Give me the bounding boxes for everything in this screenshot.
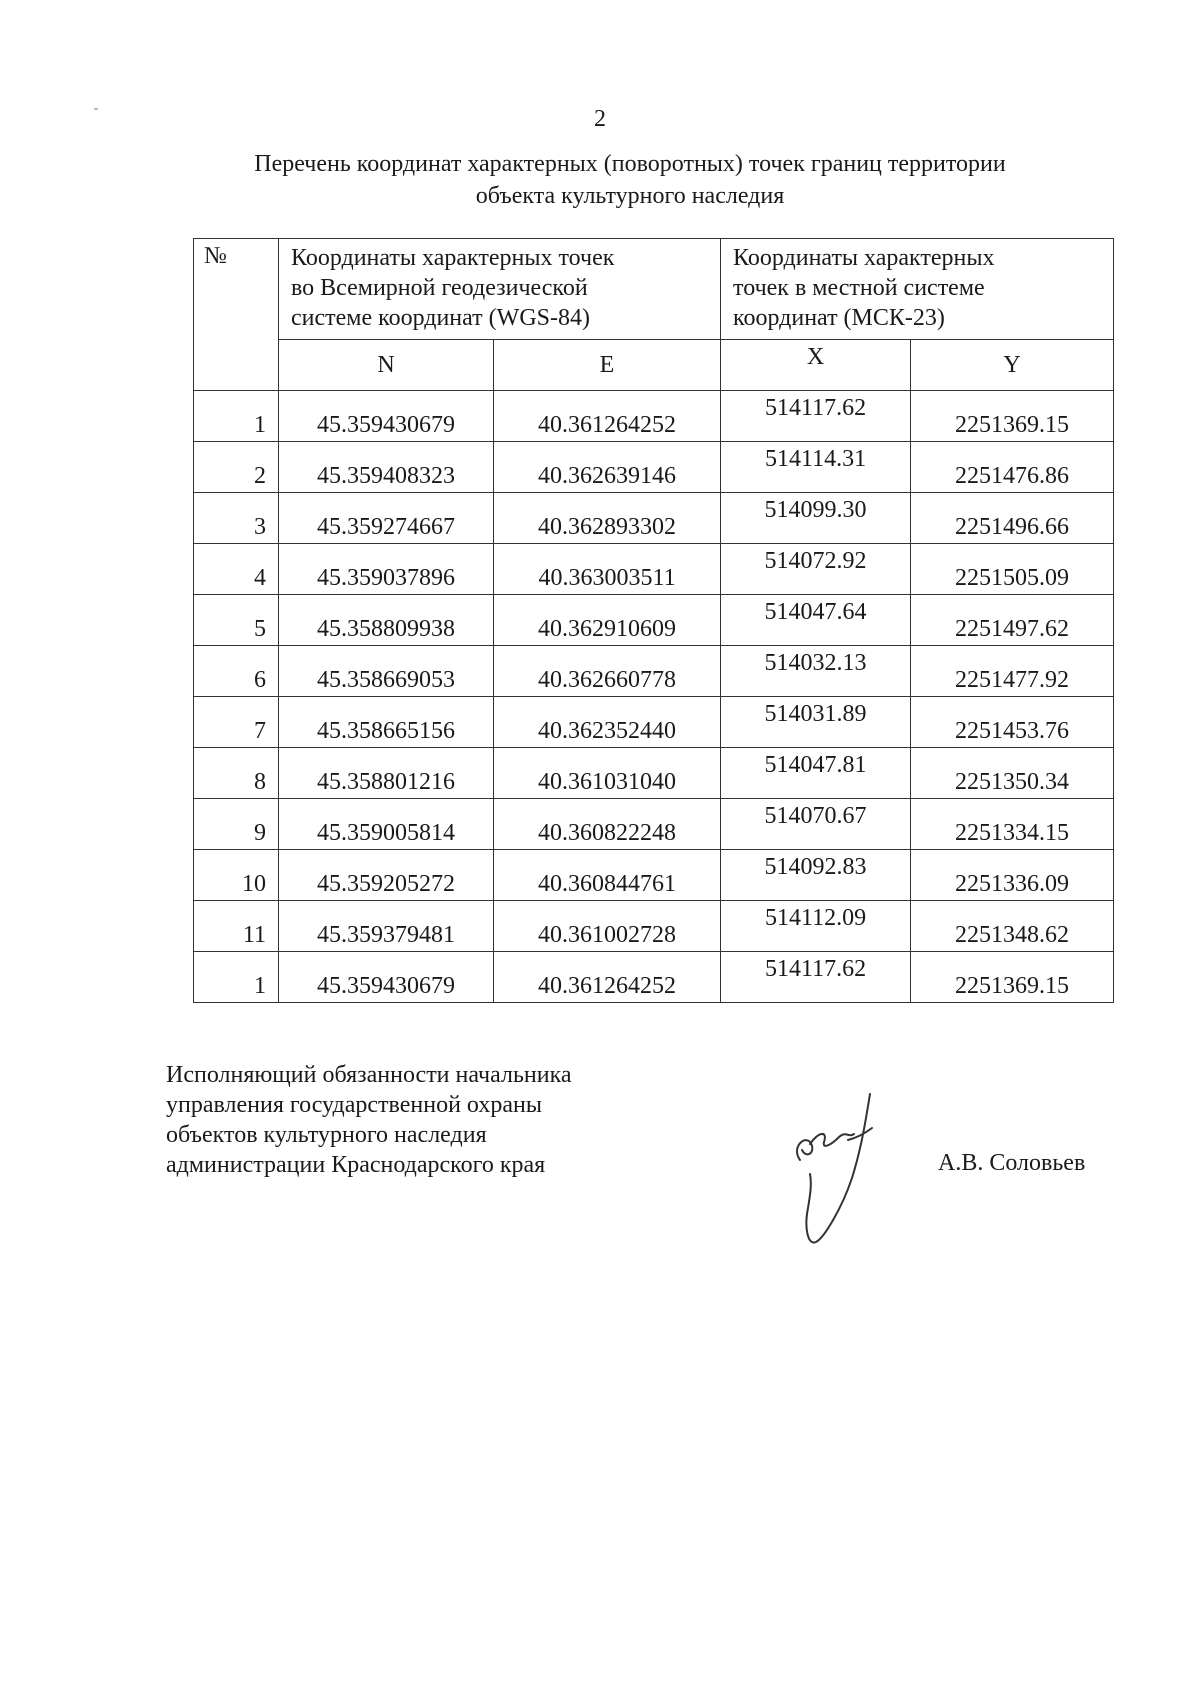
table-row — [194, 901, 1114, 952]
longitude-e: 40.361264252 — [494, 952, 721, 1003]
local-y: 2251348.62 — [911, 901, 1114, 952]
coordinates-table — [193, 238, 1114, 1003]
latitude-n: 45.358669053 — [279, 646, 494, 697]
header-line: точек в местной системе — [733, 275, 985, 301]
table-row — [194, 544, 1114, 595]
header-line: Координаты характерных — [733, 245, 995, 271]
column-header-n: N — [279, 340, 494, 391]
local-x: 514047.81 — [721, 748, 911, 799]
point-number: 10 — [194, 850, 279, 901]
table-header-row — [194, 239, 1114, 340]
longitude-e: 40.360822248 — [494, 799, 721, 850]
local-y: 2251496.66 — [911, 493, 1114, 544]
longitude-e: 40.362639146 — [494, 442, 721, 493]
column-header-e: E — [494, 340, 721, 391]
document-title-line: Перечень координат характерных (поворотных) точек границ территории — [254, 151, 1006, 177]
local-x: 514031.89 — [721, 697, 911, 748]
point-number: 11 — [194, 901, 279, 952]
handwritten-signature — [778, 1088, 898, 1248]
point-number: 1 — [194, 952, 279, 1003]
longitude-e: 40.362893302 — [494, 493, 721, 544]
local-y: 2251477.92 — [911, 646, 1114, 697]
latitude-n: 45.359274667 — [279, 493, 494, 544]
longitude-e: 40.362660778 — [494, 646, 721, 697]
signatory-name: А.В. Соловьев — [938, 1150, 1086, 1176]
local-x: 514117.62 — [721, 391, 911, 442]
local-y: 2251476.86 — [911, 442, 1114, 493]
longitude-e: 40.361264252 — [494, 391, 721, 442]
column-group-msk23 — [721, 239, 1114, 340]
table-row — [194, 493, 1114, 544]
local-y: 2251453.76 — [911, 697, 1114, 748]
local-x: 514032.13 — [721, 646, 911, 697]
latitude-n: 45.359005814 — [279, 799, 494, 850]
header-line: координат (МСК-23) — [733, 305, 945, 331]
signatory-position-line: управления государственной охраны — [166, 1092, 542, 1118]
point-number: 4 — [194, 544, 279, 595]
latitude-n: 45.358809938 — [279, 595, 494, 646]
table-row — [194, 646, 1114, 697]
longitude-e: 40.362910609 — [494, 595, 721, 646]
latitude-n: 45.359430679 — [279, 391, 494, 442]
column-group-wgs84 — [279, 239, 721, 340]
table-row — [194, 799, 1114, 850]
local-y: 2251497.62 — [911, 595, 1114, 646]
page-number: 2 — [594, 106, 606, 132]
local-y: 2251505.09 — [911, 544, 1114, 595]
local-y: 2251369.15 — [911, 952, 1114, 1003]
longitude-e: 40.363003511 — [494, 544, 721, 595]
local-x: 514114.31 — [721, 442, 911, 493]
signatory-position — [166, 1060, 572, 1180]
point-number: 3 — [194, 493, 279, 544]
point-number: 6 — [194, 646, 279, 697]
local-x: 514070.67 — [721, 799, 911, 850]
point-number: 5 — [194, 595, 279, 646]
longitude-e: 40.360844761 — [494, 850, 721, 901]
table-row — [194, 391, 1114, 442]
local-x: 514092.83 — [721, 850, 911, 901]
document-title — [150, 148, 1110, 212]
local-y: 2251336.09 — [911, 850, 1114, 901]
header-line: системе координат (WGS-84) — [291, 305, 590, 331]
column-header-y: Y — [911, 340, 1114, 391]
local-x: 514047.64 — [721, 595, 911, 646]
header-line: Координаты характерных точек — [291, 245, 615, 271]
table-row — [194, 748, 1114, 799]
table-row — [194, 442, 1114, 493]
local-y: 2251369.15 — [911, 391, 1114, 442]
column-header-x: X — [721, 340, 911, 391]
point-number: 9 — [194, 799, 279, 850]
table-row — [194, 595, 1114, 646]
latitude-n: 45.359037896 — [279, 544, 494, 595]
latitude-n: 45.358801216 — [279, 748, 494, 799]
local-y: 2251350.34 — [911, 748, 1114, 799]
latitude-n: 45.359379481 — [279, 901, 494, 952]
local-x: 514112.09 — [721, 901, 911, 952]
table-row — [194, 952, 1114, 1003]
header-line: во Всемирной геодезической — [291, 275, 588, 301]
longitude-e: 40.361002728 — [494, 901, 721, 952]
latitude-n: 45.359205272 — [279, 850, 494, 901]
local-y: 2251334.15 — [911, 799, 1114, 850]
longitude-e: 40.362352440 — [494, 697, 721, 748]
local-x: 514099.30 — [721, 493, 911, 544]
table-row — [194, 850, 1114, 901]
table-row — [194, 697, 1114, 748]
point-number: 8 — [194, 748, 279, 799]
latitude-n: 45.358665156 — [279, 697, 494, 748]
signatory-position-line: администрации Краснодарского края — [166, 1152, 546, 1178]
column-header-number: № — [194, 239, 279, 391]
latitude-n: 45.359408323 — [279, 442, 494, 493]
local-x: 514072.92 — [721, 544, 911, 595]
point-number: 7 — [194, 697, 279, 748]
point-number: 1 — [194, 391, 279, 442]
signatory-position-line: Исполняющий обязанности начальника — [166, 1062, 572, 1088]
local-x: 514117.62 — [721, 952, 911, 1003]
signatory-position-line: объектов культурного наследия — [166, 1122, 487, 1148]
table-subheader-row — [194, 340, 1114, 391]
longitude-e: 40.361031040 — [494, 748, 721, 799]
latitude-n: 45.359430679 — [279, 952, 494, 1003]
document-title-line: объекта культурного наследия — [475, 183, 785, 209]
point-number: 2 — [194, 442, 279, 493]
